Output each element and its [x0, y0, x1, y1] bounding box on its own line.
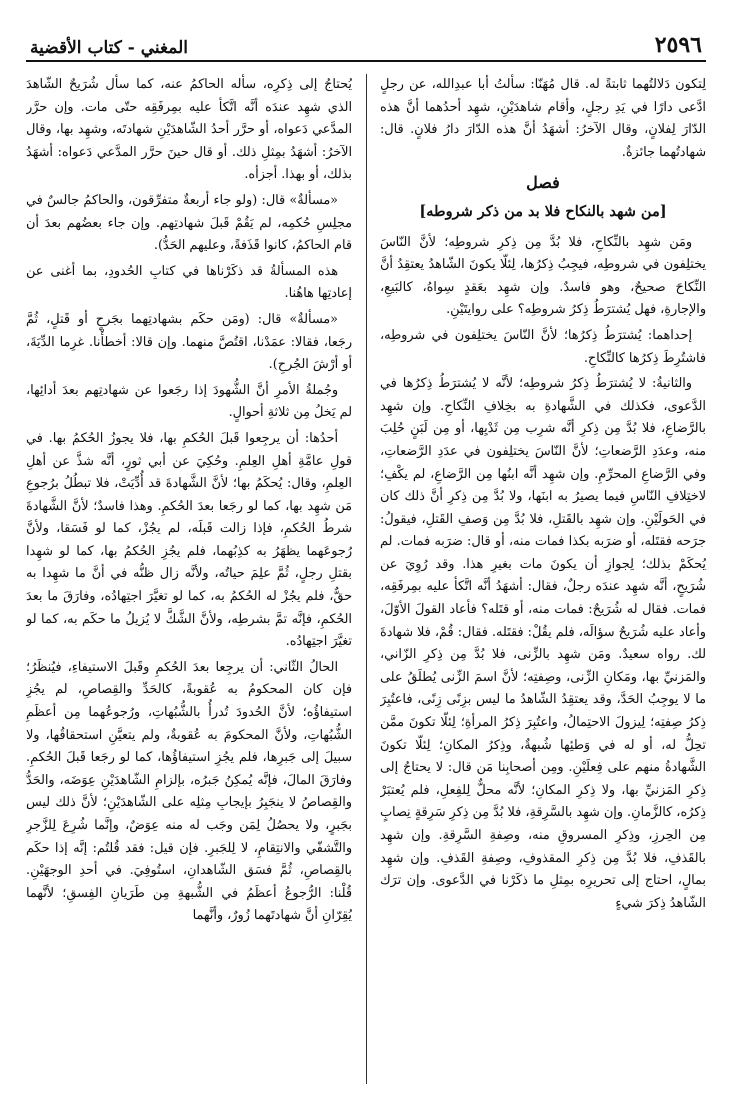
section-title: فصل [526, 173, 560, 193]
column-divider [366, 74, 367, 1084]
paragraph: الحالُ الثّاني: أن يرجِعا بعدَ الحُكمِ وقَبلَ الاستيفاءِ، فيُنظَرُ؛ فإن كان المحكومُ به عُقوبةً، كالحَدِّ والقِصاصِ، لم يجُزِ استيفاؤُه؛ لأنَّ الحُدودَ تُدرأُ بالشُّبُهاتِ، ورُجوعُهما مِن أعظَمِ الشُّبُهاتِ، ولأنَّ المحكومَ به عُقوبةٌ، ولم يتعيَّنِ استحقاقُها، ولا سبيلَ إلى جَبرِها، فلم يجُزِ استيفاؤُها، كما لو رجَعا قَبلَ الحُكمِ. وفارَقَ المالَ، فإنَّه يُمكِنُ جَبرُه، بإلزامِ الشّاهدَيْنِ عِوَضَه، والحَدُّ والقِصاصُ لا ينجَبِرُ بإيجابِ مِثلِه على الشّاهدَيْنِ؛ لأنَّ ذلك ليس بجَبرٍ، ولا يحصُلُ لِمَن وجَب له منه عِوَضٌ، وإنَّما شُرِعَ لِلزَّجرِ والتَّشفّي والانتِقامِ، لا لِلجَبرِ. فإن قيل: فقد قُلتُم: إنَّه إذا حكَم بالقِصاصِ، ثُمَّ فسَق الشّاهدانِ، استُوفِيَ. في أحدِ الوجهَيْنِ. قُلْنا: الرُّجوعُ أعظَمُ في الشُّبهةِ مِن طَرَيانِ الفِسقِ؛ لأنَّهما يُقِرّانِ أنَّ شهادتَهما زُورٌ، وأنَّهما [26, 659, 352, 924]
page-header [26, 28, 706, 62]
paragraph: «مسألةٌ» قال: (ولو جاء أربعةٌ متفرِّقون، والحاكمُ جالسٌ في مجلِسِ حُكمِه، لم يَقُمْ قَبلَ شهادتِهم. وإن جاء بعضُهم بعدَ أن قام الحاكمُ، كانوا قَذَفةً، وعليهم الحَدُّ). [26, 192, 352, 254]
paragraph: إحداهما: يُشترَطُ ذِكرُها؛ لأنَّ النّاسَ يختلِفون في شروطِه، فاشتُرِطَ ذِكرُها كالنِّكاحِ. [380, 327, 706, 366]
paragraph: وجُملةُ الأمرِ أنَّ الشُّهودَ إذا رجَعوا عن شهادتِهم بعدَ أدائِها، لم يَخلُ مِن ثلاثةِ أحوالٍ. [26, 382, 352, 421]
paragraph: يُحتاجُ إلى ذِكرِه، سأله الحاكمُ عنه، كما سأل شُرَيحٌ الشّاهدَ الذي شهِد عندَه أنَّه اتَّكأ عليه بمِرفَقِه حتّى مات. وإن حرَّر المدَّعي دَعواه، أو حرَّر أحدُ الشّاهدَيْنِ شهادتَه، وشهِد بها، وقال الآخرُ: أشهَدُ بمِثلِ ذلك. أو قال حينَ حرَّر المدَّعي دَعواه: أشهَدُ بذلك، أو بهذا. أجزأه. [26, 77, 352, 183]
paragraph: أحدُها: أن يرجِعوا قَبلَ الحُكمِ بها، فلا يجوزُ الحُكمُ بها. في قولِ عامَّةِ أهلِ العِلمِ. وحُكِيَ عن أبي ثورٍ، أنَّه شذَّ عن أهلِ العِلمِ، وقال: يُحكَمُ بها؛ لأنَّ الشَّهادةَ قد أُدِّيَتْ، فلا تبطُلُ برُجوعِ مَن شهِد بها، كما لو رجَعا بعدَ الحُكمِ. وهذا فاسدٌ؛ لأنَّ الشَّهادةَ شرطُ الحُكمِ، فإذا زالت قَبلَه، لم يجُزْ، كما لو فَسَقا، ولأنَّ رُجوعَهما يظهَرُ به كذِبُهما، فلم يجُزِ الحُكمُ بها، كما لو شهِدا بقتلِ رجلٍ، ثُمَّ علِمَ حياتُه، ولأنَّه زال ظنُّه في أنَّ ما شهِدا به حقٌّ، فلم يجُزْ له الحُكمُ به، كما لو تغيَّرَ اجتِهادُه، وفارَقَ ما بعدَ الحُكمِ، فإنَّه تمَّ بشرطِه، ولأنَّ الشَّكَّ لا يُزيلُ ما حكَم به، كما لو تغيَّرَ اجتِهادُه. [26, 430, 352, 650]
page-number: ٢٥٩٦ [654, 32, 702, 58]
right-column [380, 74, 706, 1084]
text-columns [26, 74, 706, 1084]
running-title: المغني - كتاب الأقضية [30, 38, 188, 58]
paragraph: هذه المسألةُ قد ذكَرْناها في كتابِ الحُدودِ، بما أغنى عن إعادتِها هاهُنا. [26, 263, 352, 302]
paragraph: ومَن شهِد بالنِّكاحِ، فلا بُدَّ مِن ذِكرِ شروطِه؛ لأنَّ النّاسَ يختلِفون في شروطِه، فيجِبُ ذِكرُها، لِئلّا يكونَ الشّاهدُ يعتقِدُ أنَّ النِّكاحَ صحيحٌ، وهو فاسدٌ. وإن شهِد بعَقدٍ سِواهُ، كالبَيعِ، والإجارةِ، فهل يُشترَطُ ذِكرُ شروطِه؟ على روايتَيْنِ. [380, 234, 706, 318]
paragraph: «مسألةٌ» قال: (ومَن حكَم بشهادتِهما بجَرحٍ أو قَتلٍ، ثُمَّ رجَعا، فقالا: عمَدْنا، اقتُصَّ منهما. وإن قالا: أخطأْنا. غرِما الدِّيَةَ، أو أرْشَ الجُرحِ). [26, 311, 352, 373]
section-subtitle: [من شهد بالنكاح فلا بد من ذكر شروطه] [419, 202, 667, 220]
paragraph: والثانيةُ: لا يُشترَطُ ذِكرُ شروطِه؛ لأنَّه لا يُشترَطُ ذِكرُها في الدَّعوى، فكذلك في الشَّهادةِ به بخِلافِ النِّكاحِ. وإن شهِد بالرَّضاعِ، فلا بُدَّ مِن ذِكرِ أنَّه شرِب مِن ثَدْيِها، أو مِن لَبَنٍ حُلِبَ منه، وعدَدِ الرَّضعاتِ؛ لأنَّ النّاسَ يختلِفون في عدَدِ الرَّضعاتِ، وفي الرَّضاعِ المحرِّمِ. وإن شهِد أنَّه ابنُها مِن الرَّضاعِ، لم يكْفِ؛ لاختِلافِ النّاسِ فيما يصيرُ به ابنَها، ولا بُدَّ مِن ذِكرِ أنَّ ذلك كان في الحَولَيْنِ. وإن شهِد بالقَتلِ، فلا بُدَّ مِن وَصفِ القَتلِ، فيقولُ: جرَحه فقتَله، أو ضرَبه بكذا فمات منه، أو قال: ضرَبه فمات. لم يُحكَمْ بذلك؛ لِجوازِ أن يكونَ مات بغيرِ هذا. وقد رُوِيَ عن شُرَيحٍ، أنَّه شهِد عندَه رجلٌ، فقال: أشهَدُ أنَّه اتَّكأ عليه بمِرفَقِه، فمات. فقال له شُرَيحٌ: فمات منه، أو قتَله؟ فأعاد القولَ الأوّلَ، وأعاد عليه شُرَيحٌ سؤالَه، فلم يقُلْ: فقتَله. فقال: قُمْ، فلا شهادةَ لك. رواه سعيدٌ. ومَن شهِد بالزِّنى، فلا بُدَّ مِن ذِكرِ الزّاني، والمَزنيِّ بها، ومَكانِ الزِّنى، وصِفتِه؛ لأنَّ اسمَ الزِّنى يُطلَقُ على ما لا يوجِبُ الحَدَّ، وقد يعتقِدُ الشّاهدُ ما ليس بزِنًى زِنًى، فاعتُبِرَ ذِكرُ صِفتِه؛ لِيزولَ الاحتِمالُ، واعتُبِرَ ذِكرُ المرأةِ؛ لِئلّا تكونَ ممَّن تحِلُّ له، أو له في وَطئِها شُبهةٌ، وذِكرُ المكانِ؛ لِئلّا تكونَ الشَّهادةُ منهم على فِعلَيْنِ. ومِن أصحابِنا مَن قال: لا يحتاجُ إلى ذِكرِ المَزنيِّ بها، ولا ذِكرِ المكانِ؛ لأنَّه محلٌّ لِلفِعلِ، فلم يُعتبَرْ ذِكرُه، كالزَّمانِ. وإن شهِد بالسَّرِقةِ، فلا بُدَّ مِن ذِكرِ سَرِقةٍ نِصابٍ مِن الحِرزِ، وذِكرِ المسروقِ منه، وصِفةِ السَّرِقةِ. وإن شهِد بالقَذفِ، فلا بُدَّ مِن ذِكرِ المقذوفِ، وصِفةِ القَذفِ. وإن شهِد بمالٍ، احتاج إلى تحريرِه بمِثلِ ما ذكَرْنا في الدَّعوى. وإن ترَك الشّاهدُ ذِكرَ شيءٍ [380, 376, 706, 911]
left-column [26, 74, 352, 1084]
intro-paragraph: لِتكون دَلالتُهما ثابتةً له. قال مُهَنّا: سألتُ أبا عبدِالله، عن رجلٍ ادَّعى دارًا في يَدِ رجلٍ، وأقام شاهدَيْنِ، شهِد أحدُهما أنَّ هذه الدّارَ لِفلانٍ، وقال الآخرُ: أشهَدُ أنَّ هذه الدّارَ دارُ فلانٍ. قال: شهادتُهما جائزةٌ. [380, 77, 706, 160]
